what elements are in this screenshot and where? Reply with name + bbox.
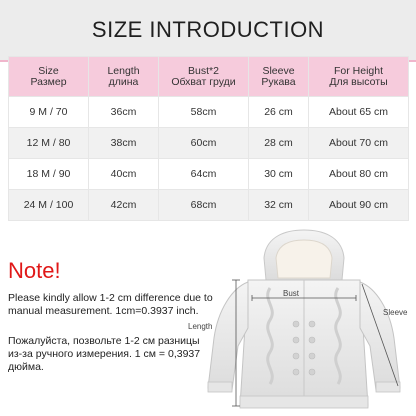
cell-height: About 90 cm [309,190,409,221]
column-header-ru: Размер [30,75,67,88]
cell-height: About 65 cm [309,97,409,128]
column-header-en: Bust*2 [188,64,219,77]
cell-sleeve: 32 cm [249,190,309,221]
bust-label: Bust [283,289,300,298]
size-chart-table [8,56,409,221]
cell-length: 40cm [89,159,159,190]
table-row [9,159,409,190]
cell-size: 24 M / 100 [9,190,89,221]
column-header-ru: Для высоты [329,75,388,88]
column-header-bust [159,57,249,97]
sweater-icon [208,230,400,408]
table-row [9,128,409,159]
table-row [9,97,409,128]
table-row [9,190,409,221]
column-header-ru: длина [108,75,139,88]
note-text-english: Please kindly allow 1-2 cm difference due to manual measurement. 1cm=0.3937 inch. [8,292,213,317]
cell-sleeve: 30 cm [249,159,309,190]
column-header-size [9,57,89,97]
length-label: Length [188,322,213,331]
cell-sleeve: 28 cm [249,128,309,159]
column-header-ru: Рукава [261,75,296,88]
column-header-length [89,57,159,97]
cell-bust: 58cm [159,97,249,128]
cell-bust: 68cm [159,190,249,221]
table-header-row [9,57,409,97]
title-bar [0,0,416,62]
column-header-ru: Обхват груди [171,75,236,88]
column-header-height [309,57,409,97]
cell-size: 12 M / 80 [9,128,89,159]
cell-length: 38cm [89,128,159,159]
cell-bust: 64cm [159,159,249,190]
cell-length: 36cm [89,97,159,128]
cell-height: About 70 cm [309,128,409,159]
cell-bust: 60cm [159,128,249,159]
cell-length: 42cm [89,190,159,221]
column-header-sleeve [249,57,309,97]
cell-size: 9 M / 70 [9,97,89,128]
note-text-russian: Пожалуйста, позвольте 1-2 см разницы из-за ручного измерения. 1 см = 0,3937 дюйма. [8,335,201,373]
cell-sleeve: 26 cm [249,97,309,128]
column-header-en: For Height [333,64,384,77]
sweater-illustration [192,228,416,416]
note-heading: Note! [8,258,61,283]
cell-height: About 80 cm [309,159,409,190]
column-header-en: Size [38,64,59,77]
sleeve-label: Sleeve [383,308,408,317]
column-header-en: Length [107,64,140,77]
page-title: SIZE INTRODUCTION [91,17,325,42]
column-header-en: Sleeve [262,64,295,77]
cell-size: 18 M / 90 [9,159,89,190]
